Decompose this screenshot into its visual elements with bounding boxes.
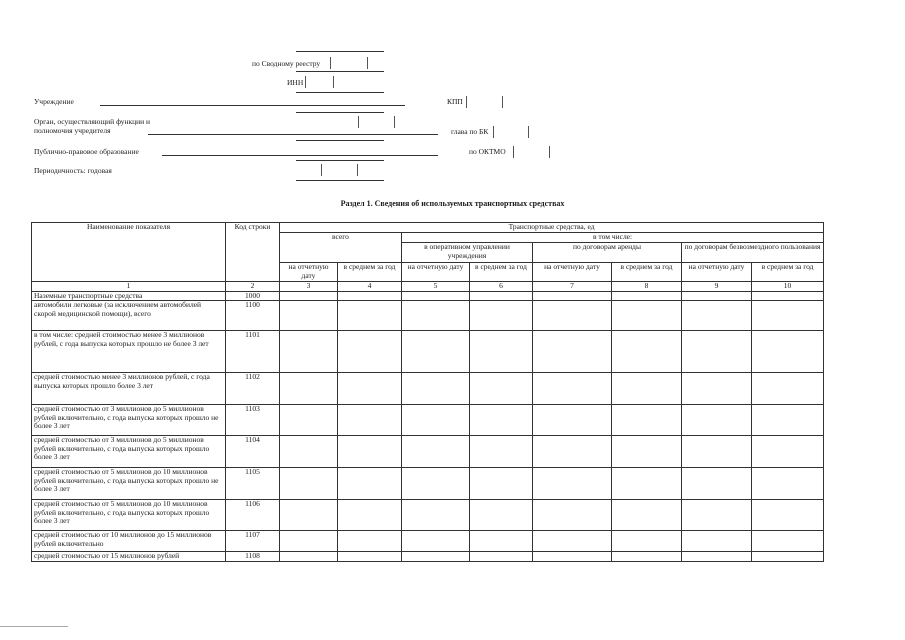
ppo-label: Публично-правовое образование [34,147,139,156]
organ-field-line [148,134,438,135]
value-cell[interactable] [612,531,682,552]
row-name: средней стоимостью от 3 миллионов до 5 миллионов рублей включительно, с года выпуска которых прошло более 3 лет [32,436,226,468]
value-cell[interactable] [338,331,402,373]
value-cell[interactable] [402,531,470,552]
value-cell[interactable] [280,301,338,331]
value-cell[interactable] [682,373,752,405]
bezvozmezdnoe-header: по договорам безвозмездного пользования [682,243,824,263]
organ-label-line1: Орган, осуществляющий функции и [34,117,151,126]
value-cell[interactable] [280,331,338,373]
value-cell[interactable] [338,291,402,301]
row-code: 1107 [226,531,280,552]
value-cell[interactable] [612,291,682,301]
footnote-rule [0,626,68,627]
code-box-divider [502,96,503,108]
value-cell[interactable] [612,436,682,468]
value-cell[interactable] [402,468,470,500]
value-cell[interactable] [682,552,752,562]
code-box-divider [358,116,359,128]
value-cell[interactable] [612,301,682,331]
uchrezhdenie-field-line [100,105,405,106]
value-cell[interactable] [612,500,682,531]
group-header: Транспортные средства, ед [280,223,824,233]
code-box-divider [321,164,322,176]
row-name: средней стоимостью от 5 миллионов до 10 миллионов рублей включительно, с года выпуска которых прошло не более 3 лет [32,468,226,500]
value-cell[interactable] [470,331,533,373]
value-cell[interactable] [402,301,470,331]
row-code: 1103 [226,405,280,436]
uchrezhdenie-label: Учреждение [34,97,74,106]
col-number: 7 [533,282,612,292]
value-cell[interactable] [682,405,752,436]
value-cell[interactable] [752,405,824,436]
value-cell[interactable] [533,373,612,405]
value-cell[interactable] [402,552,470,562]
value-cell[interactable] [338,436,402,468]
value-cell[interactable] [682,291,752,301]
value-cell[interactable] [280,531,338,552]
value-cell[interactable] [470,291,533,301]
row-code: 1000 [226,291,280,301]
value-cell[interactable] [470,500,533,531]
subheader-v-srednem: в среднем за год [470,263,533,282]
col-code-header: Код строки [226,223,280,282]
code-box-divider [305,76,306,88]
table-row [32,531,824,552]
ppo-field-line [162,155,438,156]
code-box-divider [513,146,514,158]
row-name: средней стоимостью менее 3 миллионов рублей, с года выпуска которых прошло более 3 лет [32,373,226,405]
value-cell[interactable] [280,552,338,562]
subheader-na-datu: на отчетную дату [402,263,470,282]
row-name: средней стоимостью от 10 миллионов до 15 миллионов рублей включительно [32,531,226,552]
code-box-rule [296,51,384,52]
col-number: 8 [612,282,682,292]
value-cell[interactable] [338,405,402,436]
vsego-header: всего [280,233,402,263]
row-code: 1101 [226,331,280,373]
value-cell[interactable] [402,500,470,531]
value-cell[interactable] [612,552,682,562]
svodny-reestr-label: по Сводному реестру [252,59,321,68]
arenda-header: по договорам аренды [533,243,682,263]
value-cell[interactable] [402,373,470,405]
subheader-na-datu: на отчетную дату [682,263,752,282]
value-cell[interactable] [338,373,402,405]
value-cell[interactable] [402,331,470,373]
table-row [32,500,824,531]
col-number: 4 [338,282,402,292]
col-number: 9 [682,282,752,292]
transport-table [31,222,824,562]
code-box-rule [296,180,384,181]
subheader-na-datu: на отчетную дату [280,263,338,282]
row-code: 1102 [226,373,280,405]
row-name: автомобили легковые (за исключением автомобилей скорой медицинской помощи), всего [32,301,226,331]
code-box-divider [493,126,494,138]
value-cell[interactable] [612,468,682,500]
value-cell[interactable] [752,301,824,331]
value-cell[interactable] [533,331,612,373]
value-cell[interactable] [470,301,533,331]
value-cell[interactable] [280,436,338,468]
organ-label-line2: полномочия учредителя [34,126,111,135]
value-cell[interactable] [752,291,824,301]
code-box-divider [466,96,467,108]
table-row [32,468,824,500]
value-cell[interactable] [280,405,338,436]
value-cell[interactable] [533,468,612,500]
value-cell[interactable] [682,500,752,531]
row-code: 1100 [226,301,280,331]
value-cell[interactable] [752,500,824,531]
table-row [32,291,824,301]
row-code: 1105 [226,468,280,500]
vtom-chisle-header: в том числе: [402,233,824,243]
oktmo-label: по ОКТМО [469,147,506,156]
table-row [32,331,824,373]
value-cell[interactable] [682,531,752,552]
value-cell[interactable] [338,531,402,552]
code-box-divider [549,146,550,158]
table-body [32,291,824,562]
row-code: 1104 [226,436,280,468]
col-number: 5 [402,282,470,292]
code-box-divider [357,164,358,176]
value-cell[interactable] [470,373,533,405]
value-cell[interactable] [533,500,612,531]
code-box-rule [296,160,384,161]
value-cell[interactable] [470,468,533,500]
value-cell[interactable] [533,405,612,436]
row-name: средней стоимостью от 5 миллионов до 10 миллионов рублей включительно, с года выпуска которых прошло более 3 лет [32,500,226,531]
table-row [32,301,824,331]
value-cell[interactable] [752,468,824,500]
operativnoe-header: в оперативном управлении учреждения [402,243,533,263]
subheader-v-srednem: в среднем за год [612,263,682,282]
value-cell[interactable] [338,552,402,562]
table-row [32,436,824,468]
col-number: 6 [470,282,533,292]
value-cell[interactable] [752,552,824,562]
subheader-v-srednem: в среднем за год [338,263,402,282]
value-cell[interactable] [533,531,612,552]
value-cell[interactable] [338,301,402,331]
subheader-v-srednem: в среднем за год [752,263,824,282]
value-cell[interactable] [752,436,824,468]
value-cell[interactable] [280,373,338,405]
value-cell[interactable] [533,301,612,331]
code-box-divider [367,57,368,69]
code-box-divider [528,126,529,138]
code-box-divider [330,57,331,69]
code-box-rule [296,92,384,93]
row-name: в том числе: средней стоимостью менее 3 миллионов рублей, с года выпуска которых прошло не более 3 лет [32,331,226,373]
row-name: средней стоимостью от 3 миллионов до 5 миллионов рублей включительно, с года выпуска которых прошло не более 3 лет [32,405,226,436]
value-cell[interactable] [533,291,612,301]
value-cell[interactable] [280,468,338,500]
col-number: 1 [32,282,226,292]
value-cell[interactable] [533,436,612,468]
value-cell[interactable] [612,373,682,405]
section-title: Раздел 1. Сведения об используемых транспортных средствах [340,199,565,208]
kpp-label: КПП [447,97,463,106]
value-cell[interactable] [470,552,533,562]
value-cell[interactable] [612,331,682,373]
value-cell[interactable] [752,373,824,405]
value-cell[interactable] [752,331,824,373]
value-cell[interactable] [470,531,533,552]
periodichnost-label: Периодичность: годовая [34,166,112,175]
code-box-divider [394,116,395,128]
value-cell[interactable] [280,500,338,531]
value-cell[interactable] [402,436,470,468]
value-cell[interactable] [402,291,470,301]
table-row [32,373,824,405]
col-number: 2 [226,282,280,292]
value-cell[interactable] [402,405,470,436]
value-cell[interactable] [280,291,338,301]
table-row [32,552,824,562]
row-code: 1106 [226,500,280,531]
code-box-rule [296,140,384,141]
value-cell[interactable] [338,500,402,531]
col-number: 10 [752,282,824,292]
row-code: 1108 [226,552,280,562]
value-cell[interactable] [682,301,752,331]
code-box-rule [296,71,384,72]
code-box-rule [296,112,384,113]
col-name-header: Наименование показателя [32,223,226,282]
value-cell[interactable] [682,436,752,468]
value-cell[interactable] [470,405,533,436]
subheader-na-datu: на отчетную дату [533,263,612,282]
table-row [32,405,824,436]
code-box-divider [333,76,334,88]
value-cell[interactable] [682,331,752,373]
value-cell[interactable] [338,468,402,500]
glava-bk-label: глава по БК [451,127,489,136]
row-name: Наземные транспортные средства [32,291,226,301]
value-cell[interactable] [682,468,752,500]
value-cell[interactable] [470,436,533,468]
value-cell[interactable] [752,531,824,552]
inn-label: ИНН [287,78,304,87]
col-number: 3 [280,282,338,292]
row-name: средней стоимостью от 15 миллионов рублей [32,552,226,562]
value-cell[interactable] [612,405,682,436]
value-cell[interactable] [533,552,612,562]
